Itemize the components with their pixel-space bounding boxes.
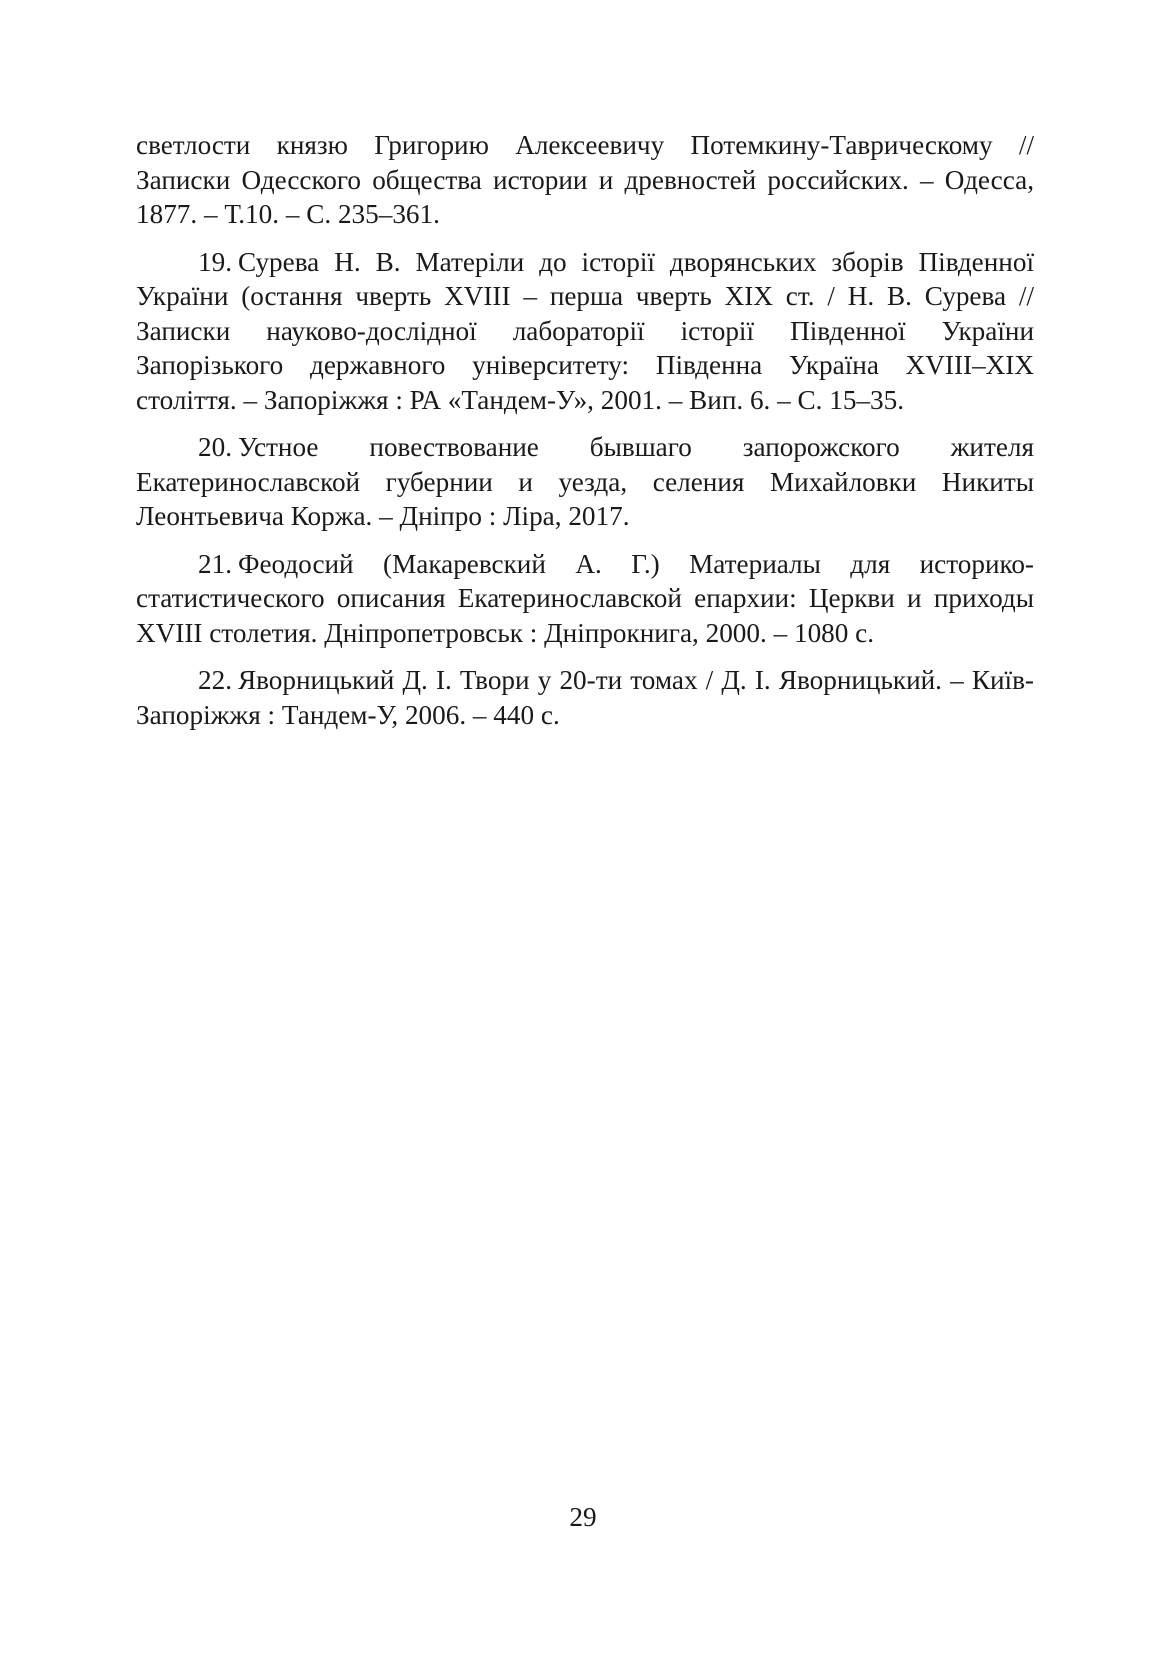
bibliography-entry-20 [136,430,1034,534]
entry-number: 22. [198,665,232,695]
entry-text: Феодосий (Макаревский А. Г.) Материалы для историко-статистического описания Екатеринославской епархии: Церкви и приходы XVIII столетия. Дніпропетровськ : Дніпрокнига, 2000. – 1080 с. [136,548,1034,648]
bibliography-entry-19 [136,245,1034,418]
bibliography-entry-22 [136,663,1034,732]
bibliography-entry-continued: светлости князю Григорию Алексеевичу Потемкину-Таврическому // Записки Одесского общества истории и древностей российских. – Одесса, 1877. – Т.10. – С. 235–361. [136,130,1034,229]
entry-number: 19. [198,246,232,277]
entry-number: 21. [198,548,232,579]
entry-text: Яворницький Д. І. Твори у 20-ти томах / Д. І. Яворницький. – Київ-Запоріжжя : Тандем-У, 2006. – 440 с. [136,665,1034,730]
bibliography-body [136,128,1034,745]
page-number: 29 [569,1502,597,1532]
entry-text: Сурева Н. В. Матеріли до історії дворянських зборів Південної України (остання чверть XVIII – перша чверть XIX ст. / Н. В. Сурева // Записки науково-дослідної лабораторії історії Південної України Запорізького державного університету: Південна Україна XVIII–XIX століття. – Запоріжжя : РА «Тандем-У», 2001. – Вип. 6. – С. 15–35. [136,246,1034,415]
entry-number: 20. [198,432,232,462]
entry-text: Устное повествование бывшаго запорожского жителя Екатеринославской губернии и уезда, селения Михайловки Никиты Леонтьевича Коржа. – Дніпро : Ліра, 2017. [136,432,1034,531]
bibliography-entry-21 [136,547,1034,651]
